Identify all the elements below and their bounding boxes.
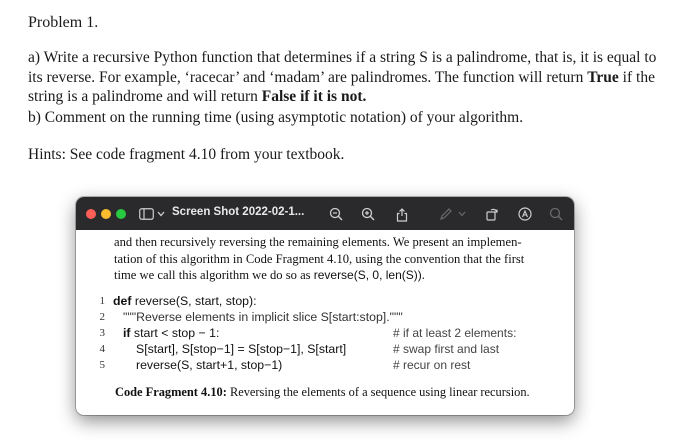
code-line [76, 310, 574, 326]
line-number: 5 [99, 359, 105, 371]
zoom-out-icon[interactable] [328, 206, 344, 222]
code-body: reverse(S, start, stop): [131, 294, 257, 308]
zoom-in-icon[interactable] [360, 206, 376, 222]
code-text [123, 326, 219, 340]
annotate-icon[interactable] [517, 206, 533, 222]
close-button[interactable] [86, 209, 96, 219]
problem-title: Problem 1. [28, 14, 99, 31]
window-titlebar[interactable] [76, 197, 574, 230]
share-icon[interactable] [394, 206, 410, 222]
code-comment: # swap first and last [393, 342, 500, 356]
line-number: 3 [99, 327, 105, 339]
part-b-text: b) Comment on the running time (using asymptotic notation) of your algorithm. [28, 109, 524, 126]
part-a-line1: a) Write a recursive Python function that determines if a string S is a palindrome, that is, it is equal to [28, 49, 657, 66]
code-comment: # recur on rest [393, 358, 471, 372]
hints-text: Hints: See code fragment 4.10 from your textbook. [28, 146, 345, 163]
code-text [113, 294, 257, 308]
true-keyword: True [587, 68, 619, 86]
code-keyword: def [113, 294, 132, 308]
search-icon[interactable] [548, 206, 564, 222]
caption-text: Reversing the elements of a sequence using linear recursion. [226, 385, 530, 399]
code-body: start < stop − 1: [130, 326, 220, 340]
part-a-line3-pre: string is a palindrome and will return [28, 88, 262, 105]
rotate-icon[interactable] [484, 206, 500, 222]
zoom-button[interactable] [116, 209, 126, 219]
excerpt-line3-pre: time we call this algorithm we do so as [114, 268, 314, 282]
excerpt-line1: and then recursively reversing the remaining elements. We present an implemen- [114, 235, 522, 249]
code-caption [115, 385, 530, 400]
code-body: S[start], S[stop−1] = S[stop−1], S[start] [136, 342, 347, 356]
code-line [76, 326, 574, 342]
code-line [76, 358, 574, 374]
part-a-text [28, 48, 683, 107]
false-keyword: False [261, 88, 297, 105]
excerpt-line3-post: . [421, 268, 425, 282]
code-comment: # if at least 2 elements: [393, 326, 517, 340]
excerpt-text [114, 234, 564, 284]
caption-label: Code Fragment 4.10: [115, 385, 227, 399]
part-a-line2-pre: its reverse. For example, ‘racecar’ and ‘madam’ are palindromes. The function will return [28, 68, 588, 86]
excerpt-line2: tation of this algorithm in Code Fragment 4.10, using the convention that the first [114, 251, 525, 266]
part-a-line3-post: if it is not. [296, 88, 367, 105]
preview-window [76, 197, 574, 415]
chevron-down-icon[interactable] [457, 206, 467, 222]
code-line [76, 294, 574, 310]
code-keyword: if [123, 326, 131, 340]
code-body: reverse(S, start+1, stop−1) [136, 358, 283, 372]
minimize-button[interactable] [101, 209, 111, 219]
sidebar-icon[interactable] [138, 206, 154, 222]
window-title: Screen Shot 2022-02-1... [172, 206, 305, 218]
line-number: 2 [99, 311, 105, 323]
document-preview-content [76, 230, 574, 415]
code-line [76, 342, 574, 358]
chevron-down-icon[interactable] [156, 206, 166, 222]
excerpt-inline-code: reverse(S, 0, len(S)) [313, 268, 422, 282]
part-a-line2-post: if the [618, 68, 655, 86]
code-docstring: """Reverse elements in implicit slice S[start:stop].""" [123, 310, 403, 324]
line-number: 4 [99, 343, 105, 355]
markup-pen-icon[interactable] [438, 206, 454, 222]
line-number: 1 [99, 295, 105, 307]
